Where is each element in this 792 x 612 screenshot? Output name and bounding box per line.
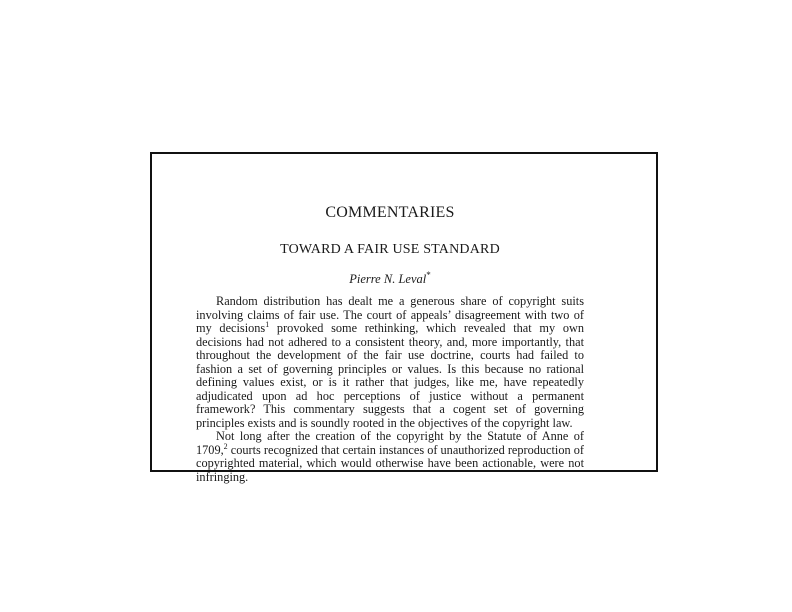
- section-heading: COMMENTARIES: [325, 204, 455, 221]
- body-paragraph: [196, 430, 584, 484]
- footnote-reference: 1: [265, 320, 270, 330]
- paragraph-text: Random distribution has dealt me a generous share of copyright suits involving claims of fair use. The court of appeals’ disagreement with two of my decisions: [196, 294, 584, 336]
- paragraph-text: courts recognized that certain instances of unauthorized reproduction of copyrighted material, which would otherwise have been actionable, were not infringing.: [196, 442, 584, 484]
- author-line: [196, 270, 584, 287]
- body-text: [196, 295, 584, 484]
- body-paragraph: [196, 295, 584, 430]
- author-footnote-mark: *: [426, 270, 431, 280]
- paragraph-text: Not long after the creation of the copyright by the Statute of Anne of 1709,: [196, 429, 584, 457]
- footnote-reference: 2: [223, 441, 228, 451]
- article-title: TOWARD A FAIR USE STANDARD: [280, 242, 500, 257]
- paragraph-text: provoked some rethinking, which revealed that my own decisions had not adhered to a consistent theory, and, more importantly, that throughout the development of the fair use doctrine, courts had failed to fashion a set of governing principles or values. Is this because no rational defining values exist, or is it rather that judges, like me, have repeatedly adjudicated upon ad hoc perceptions of justice without a permanent framework? This commentary suggests that a cogent set of governing principles exists and is soundly rooted in the objectives of the copyright law.: [196, 321, 584, 430]
- author-name: Pierre N. Leval: [349, 272, 427, 287]
- document-page: [150, 152, 658, 484]
- page-content: [196, 204, 584, 484]
